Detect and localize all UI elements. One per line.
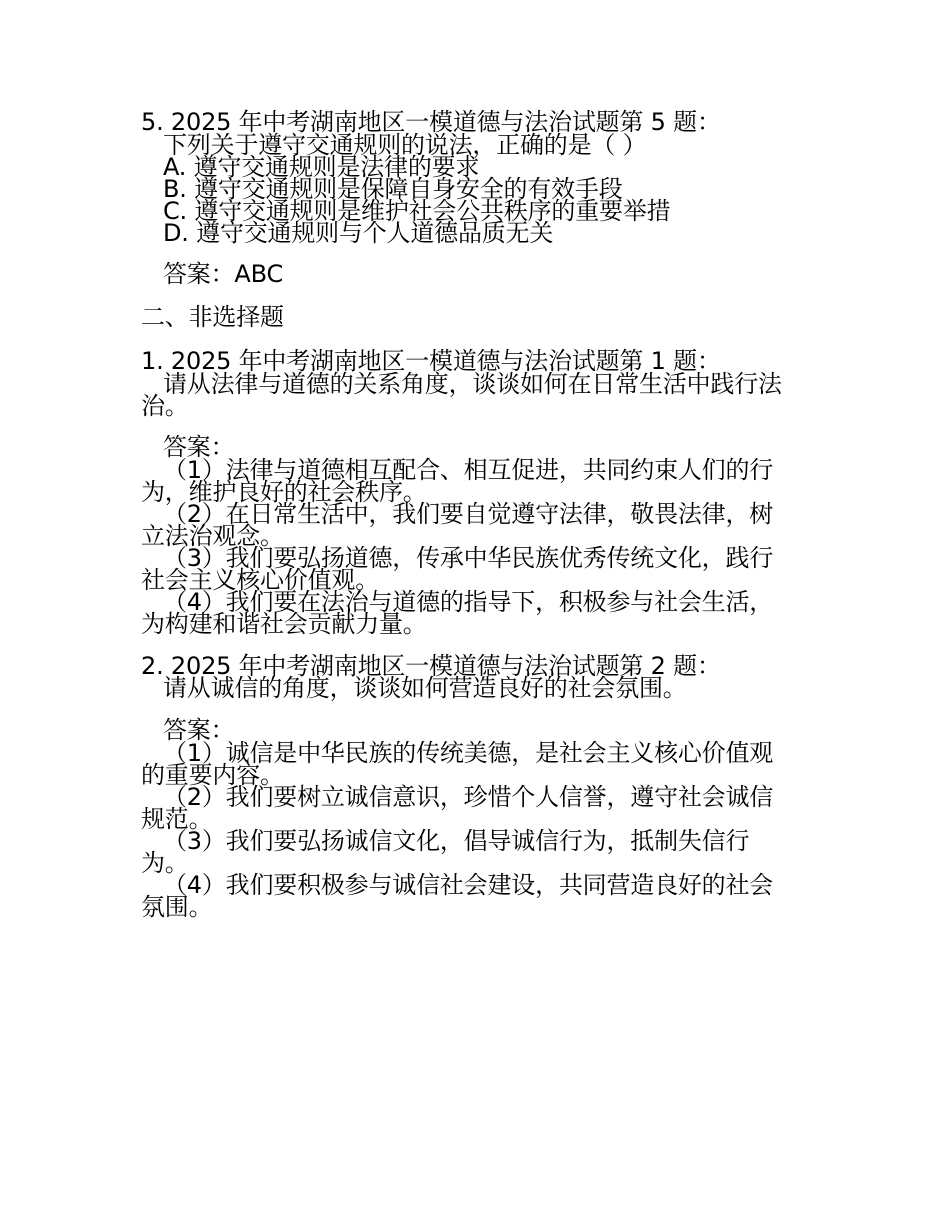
q2-answer-4-line1: （4）我们要积极参与诚信社会建设，共同营造良好的社会 [163, 871, 774, 899]
q2-answer-1-line1: （1）诚信是中华民族的传统美德，是社会主义核心价值观 [163, 739, 774, 767]
q5-title: 5. 2025 年中考湖南地区一模道德与法治试题第 5 题： [141, 108, 721, 136]
q2-answer-label: 答案： [163, 716, 235, 744]
q5-option-d: D. 遵守交通规则与个人道德品质无关 [163, 219, 554, 247]
q1-stem-line1: 请从法律与道德的关系角度，谈谈如何在日常生活中践行法 [163, 370, 782, 398]
q2-title: 2. 2025 年中考湖南地区一模道德与法治试题第 2 题： [141, 652, 721, 680]
q5-option-c: C. 遵守交通规则是维护社会公共秩序的重要举措 [163, 197, 671, 225]
q1-title: 1. 2025 年中考湖南地区一模道德与法治试题第 1 题： [141, 347, 721, 375]
q5-answer: 答案：ABC [163, 260, 284, 288]
q1-answer-3-line2: 社会主义核心价值观。 [141, 566, 379, 594]
q1-answer-1-line2: 为，维护良好的社会秩序。 [141, 478, 427, 506]
q5-stem: 下列关于遵守交通规则的说法，正确的是（ ） [163, 131, 647, 159]
q5-option-b: B. 遵守交通规则是保障自身安全的有效手段 [163, 175, 623, 203]
q5-option-a: A. 遵守交通规则是法律的要求 [163, 153, 480, 181]
q1-answer-2-line2: 立法治观念。 [141, 522, 284, 550]
q2-answer-2-line1: （2）我们要树立诚信意识，珍惜个人信誉，遵守社会诚信 [163, 783, 774, 811]
q2-answer-3-line2: 为。 [141, 849, 189, 877]
section-heading: 二、非选择题 [141, 303, 284, 331]
q2-answer-4-line2: 氛围。 [141, 893, 213, 921]
q1-stem-line2: 治。 [141, 392, 189, 420]
q1-answer-4-line1: （4）我们要在法治与道德的指导下，积极参与社会生活， [163, 588, 774, 616]
q2-stem-line1: 请从诚信的角度，谈谈如何营造良好的社会氛围。 [163, 674, 687, 702]
q1-answer-4-line2: 为构建和谐社会贡献力量。 [141, 610, 427, 638]
q1-answer-3-line1: （3）我们要弘扬道德，传承中华民族优秀传统文化，践行 [163, 544, 774, 572]
q2-answer-3-line1: （3）我们要弘扬诚信文化，倡导诚信行为，抵制失信行 [163, 827, 750, 855]
q2-answer-1-line2: 的重要内容。 [141, 761, 284, 789]
q1-answer-2-line1: （2）在日常生活中，我们要自觉遵守法律，敬畏法律，树 [163, 500, 774, 528]
q1-answer-label: 答案： [163, 433, 235, 461]
q1-answer-1-line1: （1）法律与道德相互配合、相互促进，共同约束人们的行 [163, 456, 774, 484]
q2-answer-2-line2: 规范。 [141, 805, 213, 833]
